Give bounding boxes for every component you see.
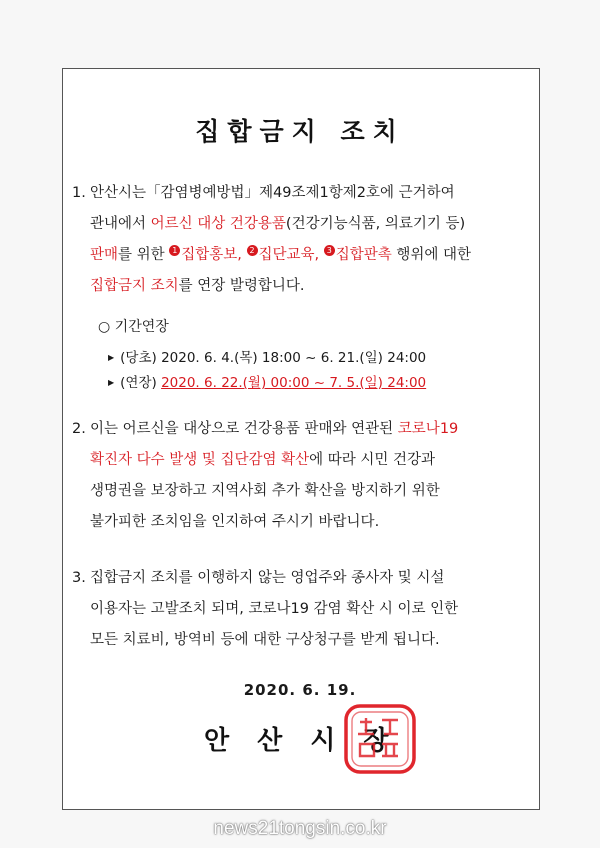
- signer-name: 안산시장: [204, 726, 417, 756]
- item-1-highlight: 집합홍보,: [181, 247, 247, 263]
- schedule-label: (연장): [120, 375, 157, 391]
- item-1-highlight: 집합판촉: [335, 247, 392, 263]
- item-1-text: 관내에서: [90, 216, 151, 232]
- schedule-row-original: [108, 346, 426, 366]
- item-1-highlight: 집단교육,: [258, 247, 324, 263]
- item-1-text: 를 연장 발령합니다.: [178, 278, 305, 294]
- schedule-value-highlight: 2020. 6. 22.(월) 00:00 ~ 7. 5.(일) 24:00: [161, 375, 427, 391]
- item-3-line-2: 이용자는 고발조치 되며, 코로나19 감염 확산 시 이로 인한: [90, 601, 459, 617]
- item-1-highlight: 집합금지 조치: [90, 278, 179, 294]
- item-2-highlight: 확진자 다수 발생 및 집단감염 확산: [90, 452, 310, 468]
- item-2-line-4: 불가피한 조치임을 인지하여 주시기 바랍니다.: [90, 514, 380, 530]
- item-1-text: 를 위한: [118, 247, 170, 263]
- item-1-highlight: 어르신 대상 건강용품: [150, 216, 286, 232]
- item-2-line-2: [72, 445, 530, 476]
- item-3-line-3: 모든 치료비, 방역비 등에 대한 구상청구를 받게 됩니다.: [90, 632, 440, 648]
- circled-number-1: 1: [169, 245, 180, 256]
- item-1: [72, 178, 530, 302]
- document-title: 집합금지 조치: [195, 117, 405, 146]
- item-1-line-4: [72, 271, 530, 302]
- item-1-line-2: [72, 209, 530, 240]
- item-2-text: 이는 어르신을 대상으로 건강용품 판매와 연관된: [90, 421, 398, 437]
- item-1-number: 1.: [72, 185, 86, 201]
- schedule-value: 2020. 6. 4.(목) 18:00 ~ 6. 21.(일) 24:00: [161, 350, 427, 366]
- item-1-highlight: 판매: [90, 247, 119, 263]
- triangle-bullet-icon: ▶: [108, 378, 115, 387]
- item-2-text: 에 따라 시민 건강과: [309, 452, 436, 468]
- schedule-label: (당초): [120, 350, 157, 366]
- circled-number-2: 2: [247, 245, 258, 256]
- item-2-line-3: 생명권을 보장하고 지역사회 추가 확산을 방지하기 위한: [90, 483, 440, 499]
- issue-date: 2020. 6. 19.: [243, 681, 357, 699]
- item-3: [72, 563, 530, 656]
- item-2-highlight: 코로나19: [397, 421, 459, 437]
- triangle-bullet-icon: ▶: [108, 353, 115, 362]
- item-1-line-3: [72, 240, 530, 271]
- item-2: [72, 414, 530, 538]
- official-seal-icon: [340, 700, 420, 778]
- item-3-line-1: 집합금지 조치를 이행하지 않는 영업주와 종사자 및 시설: [90, 570, 445, 586]
- item-1-text: 행위에 대한: [391, 247, 472, 263]
- schedule-row-extended: [108, 371, 426, 391]
- item-2-number: 2.: [72, 421, 86, 437]
- schedule-header: ○ 기간연장: [98, 319, 169, 335]
- item-1-text: (건강기능식품, 의료기기 등): [285, 216, 466, 232]
- circled-number-3: 3: [324, 245, 335, 256]
- item-3-number: 3.: [72, 570, 86, 586]
- watermark: news21tongsin.co.kr: [213, 818, 387, 839]
- item-1-line-1: 안산시는「감염병예방법」제49조제1항제2호에 근거하여: [90, 185, 455, 201]
